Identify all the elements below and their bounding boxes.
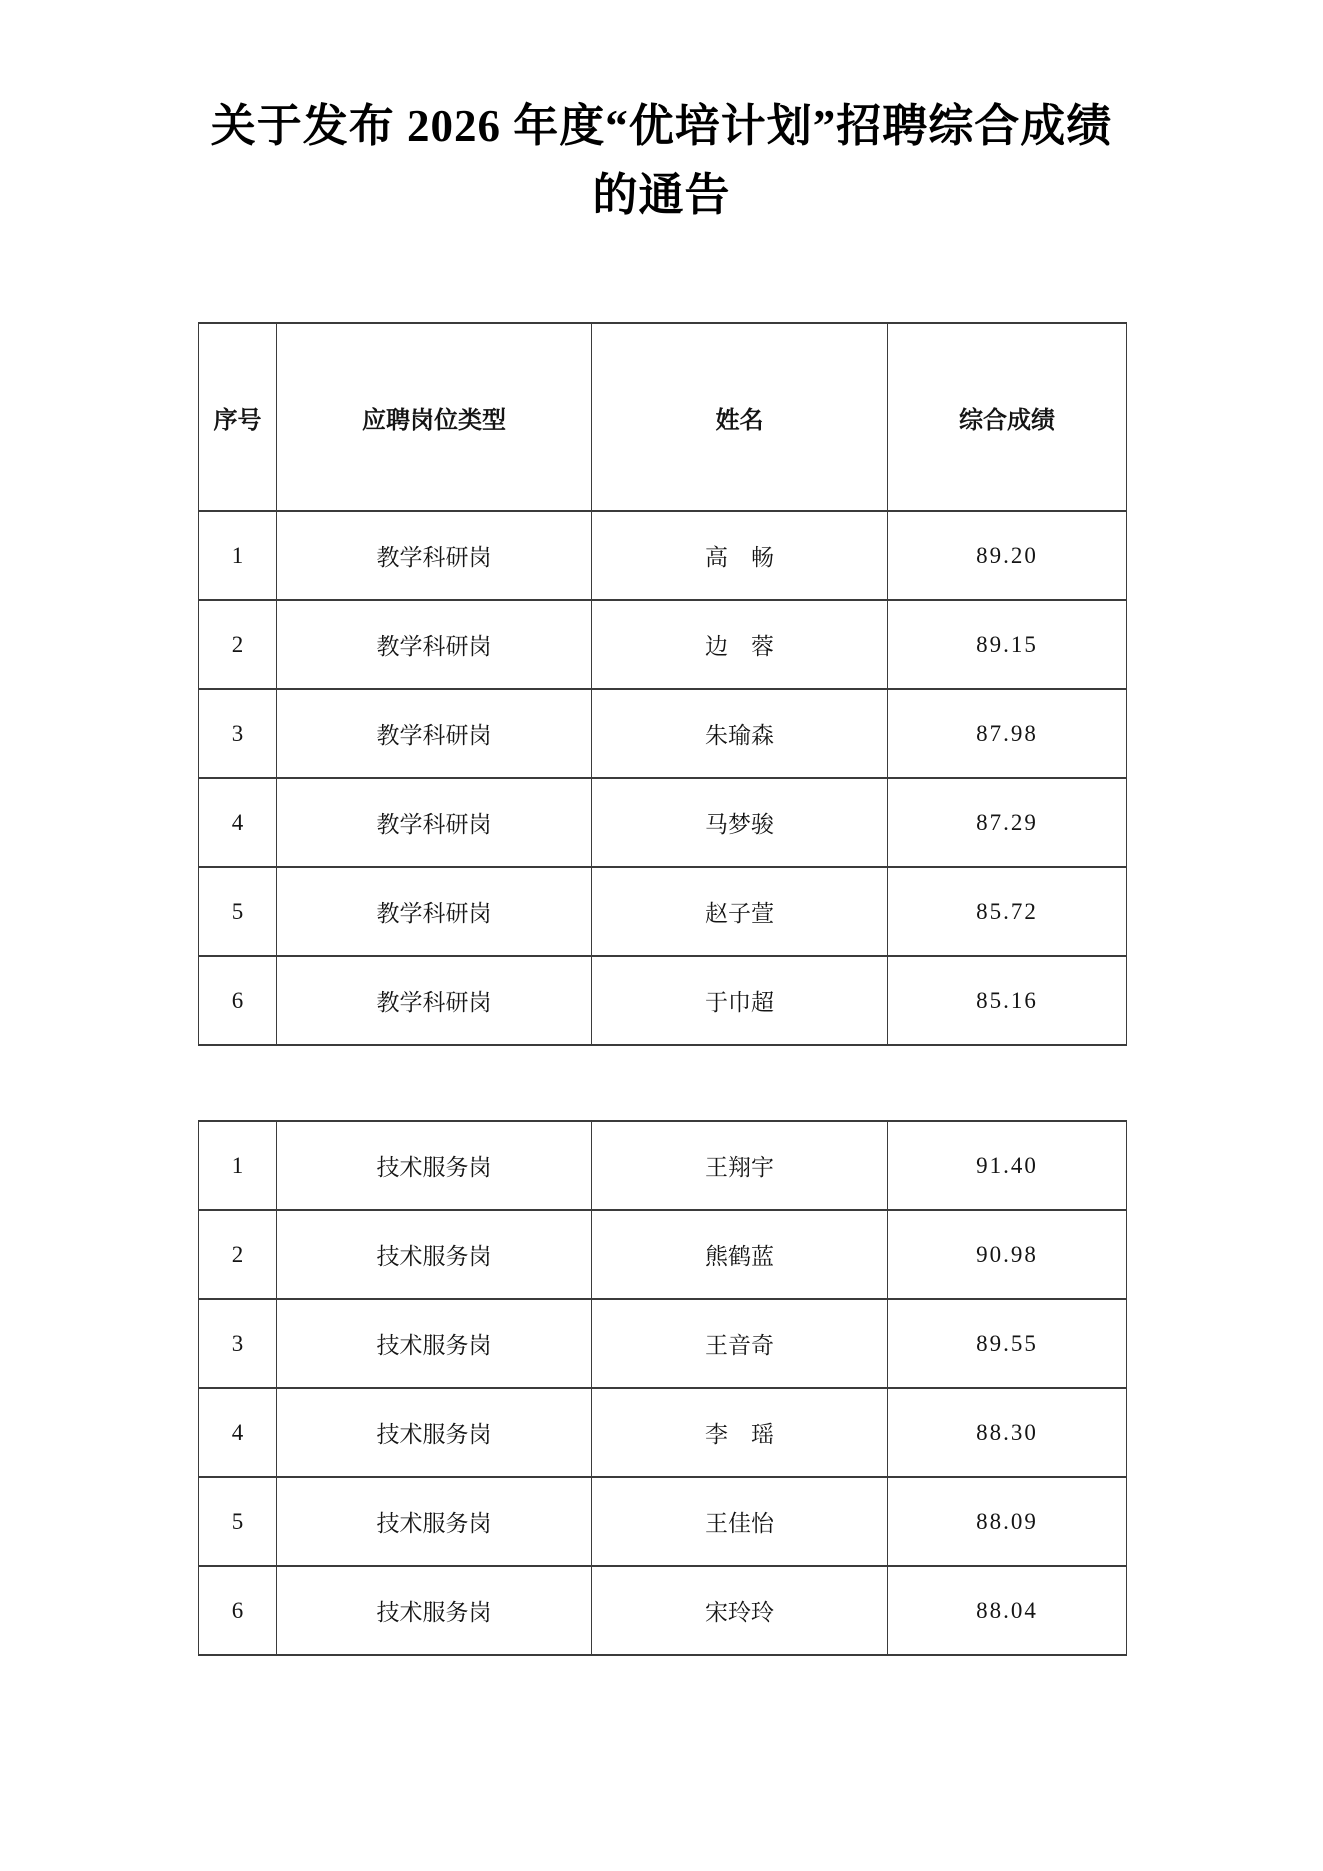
cell-no: 2	[199, 1210, 277, 1299]
cell-score: 85.72	[888, 867, 1127, 956]
table-row	[199, 1299, 1127, 1388]
cell-score: 87.29	[888, 778, 1127, 867]
document-title	[0, 92, 1323, 230]
header-cell-name: 姓名	[592, 323, 888, 511]
table-row	[199, 511, 1127, 600]
table-row	[199, 1388, 1127, 1477]
cell-no: 5	[199, 867, 277, 956]
table-row	[199, 1121, 1127, 1210]
cell-position: 技术服务岗	[277, 1477, 592, 1566]
cell-no: 4	[199, 778, 277, 867]
cell-name: 赵子萱	[592, 867, 888, 956]
cell-position: 技术服务岗	[277, 1388, 592, 1477]
cell-no: 6	[199, 1566, 277, 1655]
document-title-line1: 关于发布 2026 年度“优培计划”招聘综合成绩	[210, 101, 1113, 151]
cell-no: 5	[199, 1477, 277, 1566]
cell-score: 88.09	[888, 1477, 1127, 1566]
table-row	[199, 1566, 1127, 1655]
cell-name: 王翔宇	[592, 1121, 888, 1210]
cell-no: 1	[199, 1121, 277, 1210]
cell-score: 90.98	[888, 1210, 1127, 1299]
cell-position: 教学科研岗	[277, 511, 592, 600]
cell-no: 3	[199, 1299, 277, 1388]
header-cell-score: 综合成绩	[888, 323, 1127, 511]
table-row	[199, 600, 1127, 689]
teaching-research-score-table	[198, 322, 1127, 1046]
cell-name: 王佳怡	[592, 1477, 888, 1566]
cell-position: 教学科研岗	[277, 689, 592, 778]
cell-name: 高 畅	[592, 511, 888, 600]
cell-score: 89.15	[888, 600, 1127, 689]
table-row	[199, 1477, 1127, 1566]
header-cell-no: 序号	[199, 323, 277, 511]
table-row	[199, 689, 1127, 778]
cell-position: 教学科研岗	[277, 867, 592, 956]
cell-name: 王音奇	[592, 1299, 888, 1388]
tech-service-score-table	[198, 1120, 1127, 1656]
cell-position: 教学科研岗	[277, 600, 592, 689]
cell-score: 85.16	[888, 956, 1127, 1045]
cell-no: 2	[199, 600, 277, 689]
cell-name: 于巾超	[592, 956, 888, 1045]
table-header-row	[199, 323, 1127, 511]
cell-no: 6	[199, 956, 277, 1045]
cell-position: 技术服务岗	[277, 1210, 592, 1299]
table-row	[199, 867, 1127, 956]
header-cell-position: 应聘岗位类型	[277, 323, 592, 511]
cell-score: 88.04	[888, 1566, 1127, 1655]
cell-name: 熊鹤蓝	[592, 1210, 888, 1299]
cell-name: 马梦骏	[592, 778, 888, 867]
cell-position: 教学科研岗	[277, 778, 592, 867]
cell-no: 4	[199, 1388, 277, 1477]
cell-score: 89.55	[888, 1299, 1127, 1388]
cell-score: 91.40	[888, 1121, 1127, 1210]
cell-score: 87.98	[888, 689, 1127, 778]
table-row	[199, 1210, 1127, 1299]
cell-name: 宋玲玲	[592, 1566, 888, 1655]
cell-position: 技术服务岗	[277, 1121, 592, 1210]
cell-name: 朱瑜森	[592, 689, 888, 778]
cell-score: 88.30	[888, 1388, 1127, 1477]
cell-name: 边 蓉	[592, 600, 888, 689]
cell-no: 3	[199, 689, 277, 778]
table-row	[199, 956, 1127, 1045]
cell-position: 技术服务岗	[277, 1566, 592, 1655]
table-row	[199, 778, 1127, 867]
cell-no: 1	[199, 511, 277, 600]
cell-position: 教学科研岗	[277, 956, 592, 1045]
cell-name: 李 瑶	[592, 1388, 888, 1477]
document-title-line2: 的通告	[592, 170, 731, 220]
cell-position: 技术服务岗	[277, 1299, 592, 1388]
cell-score: 89.20	[888, 511, 1127, 600]
